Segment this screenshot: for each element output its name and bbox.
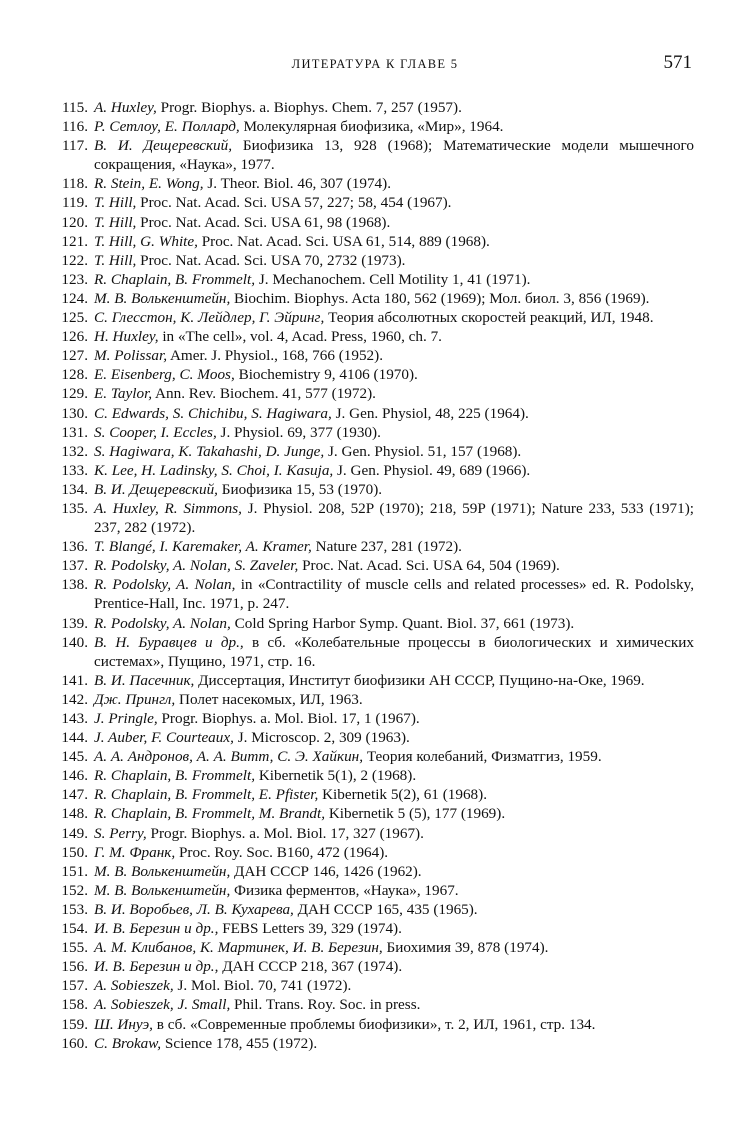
reference-number: 122. xyxy=(61,251,88,269)
reference-authors: R. Chaplain, B. Frommelt, xyxy=(94,270,256,288)
reference-authors: R. Podolsky, A. Nolan, S. Zaveler, xyxy=(94,557,299,575)
reference-authors: И. В. Березин и др., xyxy=(94,920,219,938)
reference-number: 144. xyxy=(61,729,88,747)
reference-item xyxy=(56,957,694,976)
reference-item xyxy=(56,270,694,289)
reference-source: Биофизика 15, 53 (1970). xyxy=(217,480,383,498)
reference-authors: М. В. Волькенштейн, xyxy=(94,289,231,307)
reference-number: 132. xyxy=(61,442,88,460)
reference-authors: R. Stein, E. Wong, xyxy=(94,175,204,193)
reference-item xyxy=(56,384,694,403)
reference-authors: Г. М. Франк, xyxy=(94,843,176,861)
reference-authors: Дж. Прингл, xyxy=(94,690,176,708)
reference-item xyxy=(56,709,694,728)
reference-authors: В. И. Пасечник, xyxy=(94,671,195,689)
reference-source: в сб. «Колебательные процессы в биологических и химических системах», Пущино, 1971, стр. 16. xyxy=(94,633,694,670)
reference-number: 155. xyxy=(61,939,88,957)
reference-number: 159. xyxy=(61,1015,88,1033)
reference-authors: R. Chaplain, B. Frommelt, xyxy=(94,767,256,785)
reference-authors: S. Cooper, I. Eccles, xyxy=(94,423,217,441)
reference-authors: E. Taylor, xyxy=(94,385,153,403)
reference-number: 151. xyxy=(61,862,88,880)
reference-source: Kibernetik 5(2), 61 (1968). xyxy=(318,786,487,804)
reference-number: 136. xyxy=(61,538,88,556)
reference-item xyxy=(56,785,694,804)
reference-source: J. Gen. Physiol. 49, 689 (1966). xyxy=(333,461,531,479)
reference-number: 143. xyxy=(61,710,88,727)
reference-number: 142. xyxy=(61,690,88,708)
reference-item xyxy=(56,308,694,327)
reference-source: Теория колебаний, Физматгиз, 1959. xyxy=(363,748,602,766)
reference-number: 147. xyxy=(61,786,88,804)
reference-authors: А. М. Клибанов, К. Мартинек, И. В. Березин, xyxy=(94,939,383,957)
reference-source: J. Gen. Physiol, 48, 225 (1964). xyxy=(331,404,529,422)
reference-number: 140. xyxy=(61,633,88,651)
reference-item xyxy=(56,98,694,117)
reference-number: 133. xyxy=(61,461,88,479)
reference-item xyxy=(56,881,694,900)
reference-authors: В. И. Дещеревский, xyxy=(94,480,218,498)
reference-number: 146. xyxy=(61,767,88,785)
reference-number: 139. xyxy=(61,614,88,632)
reference-authors: C. Edwards, S. Chichibu, S. Hagiwara, xyxy=(94,404,332,422)
reference-item xyxy=(56,365,694,384)
reference-authors: T. Hill, G. White, xyxy=(94,232,198,250)
reference-authors: K. Lee, H. Ladinsky, S. Choi, I. Kasuja, xyxy=(94,461,334,479)
reference-authors: М. В. Волькенштейн, xyxy=(94,862,231,880)
reference-item xyxy=(56,136,694,174)
reference-source: Proc. Nat. Acad. Sci. USA 70, 2732 (1973). xyxy=(136,251,406,269)
reference-item xyxy=(56,575,694,613)
reference-source: Progr. Biophys. a. Biophys. Chem. 7, 257 (1957). xyxy=(156,99,462,116)
reference-authors: А. А. Андронов, А. А. Витт, С. Э. Хайкин, xyxy=(94,748,364,766)
reference-number: 129. xyxy=(61,385,88,403)
reference-source: J. Gen. Physiol. 51, 157 (1968). xyxy=(324,442,522,460)
reference-number: 141. xyxy=(61,671,88,689)
reference-source: Nature 237, 281 (1972). xyxy=(311,538,462,556)
reference-authors: S. Hagiwara, K. Takahashi, D. Junge, xyxy=(94,442,325,460)
reference-number: 148. xyxy=(61,805,88,823)
reference-authors: T. Hill, xyxy=(94,213,137,231)
reference-item xyxy=(56,995,694,1014)
reference-source: Биофизика 13, 928 (1968); Математические модели мышечного сокращения, «Наука», 1977. xyxy=(94,137,694,174)
reference-number: 153. xyxy=(61,900,88,918)
reference-source: Биохимия 39, 878 (1974). xyxy=(382,939,549,957)
reference-item xyxy=(56,900,694,919)
reference-authors: R. Podolsky, A. Nolan, xyxy=(94,576,236,594)
reference-authors: A. Sobieszek, xyxy=(94,977,174,995)
reference-number: 134. xyxy=(61,480,88,498)
reference-item xyxy=(56,442,694,461)
reference-authors: С. Глесстон, К. Лейдлер, Г. Эйринг, xyxy=(94,309,325,327)
reference-authors: В. Н. Буравцев и др., xyxy=(94,633,244,651)
reference-item xyxy=(56,117,694,136)
reference-number: 160. xyxy=(61,1034,88,1052)
reference-authors: C. Brokaw, xyxy=(94,1034,162,1052)
reference-item xyxy=(56,461,694,480)
reference-list xyxy=(56,98,694,1053)
reference-source: Biochemistry 9, 4106 (1970). xyxy=(234,366,418,384)
reference-source: in «Contractility of muscle cells and related processes» ed. R. Podolsky, Prentice-Hall, Inc. 1971, p. 247. xyxy=(94,576,695,613)
reference-item xyxy=(56,174,694,193)
reference-number: 137. xyxy=(61,557,88,575)
reference-source: ДАН СССР 146, 1426 (1962). xyxy=(230,862,422,880)
reference-number: 126. xyxy=(61,328,88,346)
reference-item xyxy=(56,404,694,423)
reference-authors: В. И. Дещеревский, xyxy=(94,137,233,155)
reference-authors: J. Pringle, xyxy=(94,710,158,727)
reference-source: Диссертация, Институт биофизики АН СССР, Пущино-на-Оке, 1969. xyxy=(194,671,645,689)
reference-item xyxy=(56,556,694,575)
reference-item xyxy=(56,327,694,346)
reference-number: 135. xyxy=(61,499,88,517)
reference-source: Kibernetik 5 (5), 177 (1969). xyxy=(325,805,506,823)
reference-source: ДАН СССР 218, 367 (1974). xyxy=(218,958,403,976)
reference-item xyxy=(56,1015,694,1034)
reference-number: 118. xyxy=(61,175,88,193)
reference-authors: E. Eisenberg, C. Moos, xyxy=(94,366,235,384)
reference-number: 145. xyxy=(61,748,88,766)
page-number: 571 xyxy=(663,52,692,73)
reference-authors: T. Hill, xyxy=(94,251,137,269)
reference-source: Proc. Nat. Acad. Sci. USA 61, 98 (1968). xyxy=(136,213,391,231)
reference-number: 152. xyxy=(61,881,88,899)
reference-source: J. Theor. Biol. 46, 307 (1974). xyxy=(203,175,391,193)
reference-authors: R. Chaplain, B. Frommelt, E. Pfister, xyxy=(94,786,319,804)
reference-item xyxy=(56,193,694,212)
reference-item xyxy=(56,976,694,995)
reference-item xyxy=(56,938,694,957)
reference-source: Полет насекомых, ИЛ, 1963. xyxy=(175,690,363,708)
reference-source: Cold Spring Harbor Symp. Quant. Biol. 37, 661 (1973). xyxy=(230,614,575,632)
reference-authors: S. Perry, xyxy=(94,824,147,842)
reference-item xyxy=(56,728,694,747)
reference-source: Proc. Roy. Soc. B160, 472 (1964). xyxy=(175,843,389,861)
reference-item xyxy=(56,633,694,671)
reference-item xyxy=(56,232,694,251)
reference-authors: R. Chaplain, B. Frommelt, M. Brandt, xyxy=(94,805,326,823)
reference-authors: Ш. Инуэ, xyxy=(94,1015,153,1033)
reference-item xyxy=(56,499,694,537)
reference-authors: В. И. Воробьев, Л. В. Кухарева, xyxy=(94,900,294,918)
reference-item xyxy=(56,747,694,766)
reference-number: 120. xyxy=(61,213,88,231)
reference-authors: A. Sobieszek, J. Small, xyxy=(94,996,231,1014)
reference-item xyxy=(56,862,694,881)
reference-number: 150. xyxy=(61,843,88,861)
reference-source: Proc. Nat. Acad. Sci. USA 57, 227; 58, 454 (1967). xyxy=(136,194,452,212)
reference-item xyxy=(56,919,694,938)
reference-number: 124. xyxy=(61,289,88,307)
reference-source: in «The cell», vol. 4, Acad. Press, 1960, ch. 7. xyxy=(158,328,442,346)
reference-source: FEBS Letters 39, 329 (1974). xyxy=(218,920,402,938)
reference-authors: H. Huxley, xyxy=(94,328,159,346)
running-title: ЛИТЕРАТУРА К ГЛАВЕ 5 xyxy=(291,57,459,71)
reference-number: 127. xyxy=(61,347,88,365)
reference-item xyxy=(56,1034,694,1053)
reference-item xyxy=(56,423,694,442)
reference-source: Progr. Biophys. a. Mol. Biol. 17, 1 (1967). xyxy=(157,710,420,727)
reference-authors: Р. Сетлоу, Е. Поллард, xyxy=(94,118,240,136)
reference-source: Kibernetik 5(1), 2 (1968). xyxy=(255,767,417,785)
reference-source: Progr. Biophys. a. Mol. Biol. 17, 327 (1967). xyxy=(146,824,424,842)
reference-authors: М. В. Волькенштейн, xyxy=(94,881,231,899)
reference-authors: И. В. Березин и др., xyxy=(94,958,219,976)
reference-authors: J. Auber, F. Courteaux, xyxy=(94,729,234,747)
reference-number: 130. xyxy=(61,404,88,422)
reference-number: 121. xyxy=(61,232,88,250)
reference-number: 125. xyxy=(61,309,88,327)
reference-source: Молекулярная биофизика, «Мир», 1964. xyxy=(239,118,504,136)
reference-item xyxy=(56,766,694,785)
reference-item xyxy=(56,213,694,232)
reference-item xyxy=(56,824,694,843)
reference-source: Теория абсолютных скоростей реакций, ИЛ, 1948. xyxy=(324,309,654,327)
reference-item xyxy=(56,289,694,308)
reference-number: 115. xyxy=(61,99,88,116)
reference-source: ДАН СССР 165, 435 (1965). xyxy=(293,900,478,918)
reference-item xyxy=(56,804,694,823)
reference-item xyxy=(56,251,694,270)
reference-source: в сб. «Современные проблемы биофизики», т. 2, ИЛ, 1961, стр. 134. xyxy=(152,1015,596,1033)
reference-item xyxy=(56,480,694,499)
reference-number: 119. xyxy=(61,194,88,212)
reference-source: Biochim. Biophys. Acta 180, 562 (1969); Мол. биол. 3, 856 (1969). xyxy=(230,289,650,307)
reference-number: 157. xyxy=(61,977,88,995)
page-header xyxy=(0,52,750,76)
reference-item xyxy=(56,843,694,862)
reference-source: Proc. Nat. Acad. Sci. USA 61, 514, 889 (1968). xyxy=(197,232,490,250)
reference-source: Science 178, 455 (1972). xyxy=(161,1034,318,1052)
reference-authors: M. Polissar, xyxy=(94,347,167,365)
reference-number: 116. xyxy=(61,118,88,136)
reference-source: J. Physiol. 69, 377 (1930). xyxy=(216,423,381,441)
reference-source: J. Microscop. 2, 309 (1963). xyxy=(233,729,410,747)
reference-item xyxy=(56,690,694,709)
reference-source: Ann. Rev. Biochem. 41, 577 (1972). xyxy=(152,385,376,403)
reference-authors: R. Podolsky, A. Nolan, xyxy=(94,614,231,632)
reference-authors: T. Blangé, I. Karemaker, A. Kramer, xyxy=(94,538,312,556)
reference-number: 158. xyxy=(61,996,88,1014)
reference-authors: A. Huxley, R. Simmons, xyxy=(94,499,242,517)
reference-source: J. Mol. Biol. 70, 741 (1972). xyxy=(173,977,352,995)
reference-number: 131. xyxy=(61,423,88,441)
reference-item xyxy=(56,537,694,556)
reference-item xyxy=(56,614,694,633)
reference-source: Proc. Nat. Acad. Sci. USA 64, 504 (1969). xyxy=(298,557,560,575)
reference-source: Amer. J. Physiol., 168, 766 (1952). xyxy=(167,347,384,365)
reference-source: Физика ферментов, «Наука», 1967. xyxy=(230,881,459,899)
reference-source: J. Physiol. 208, 52P (1970); 218, 59P (1971); Nature 233, 533 (1971); 237, 282 (1972). xyxy=(94,499,694,537)
reference-authors: T. Hill, xyxy=(94,194,137,212)
reference-number: 123. xyxy=(61,270,88,288)
reference-source: J. Mechanochem. Cell Motility 1, 41 (1971). xyxy=(255,270,531,288)
reference-number: 149. xyxy=(61,824,88,842)
reference-number: 156. xyxy=(61,958,88,976)
reference-authors: A. Huxley, xyxy=(94,99,157,116)
reference-number: 154. xyxy=(61,920,88,938)
reference-item xyxy=(56,671,694,690)
reference-item xyxy=(56,346,694,365)
reference-source: Phil. Trans. Roy. Soc. in press. xyxy=(230,996,421,1014)
reference-number: 128. xyxy=(61,366,88,384)
reference-number: 117. xyxy=(61,137,88,155)
reference-number: 138. xyxy=(61,576,88,594)
